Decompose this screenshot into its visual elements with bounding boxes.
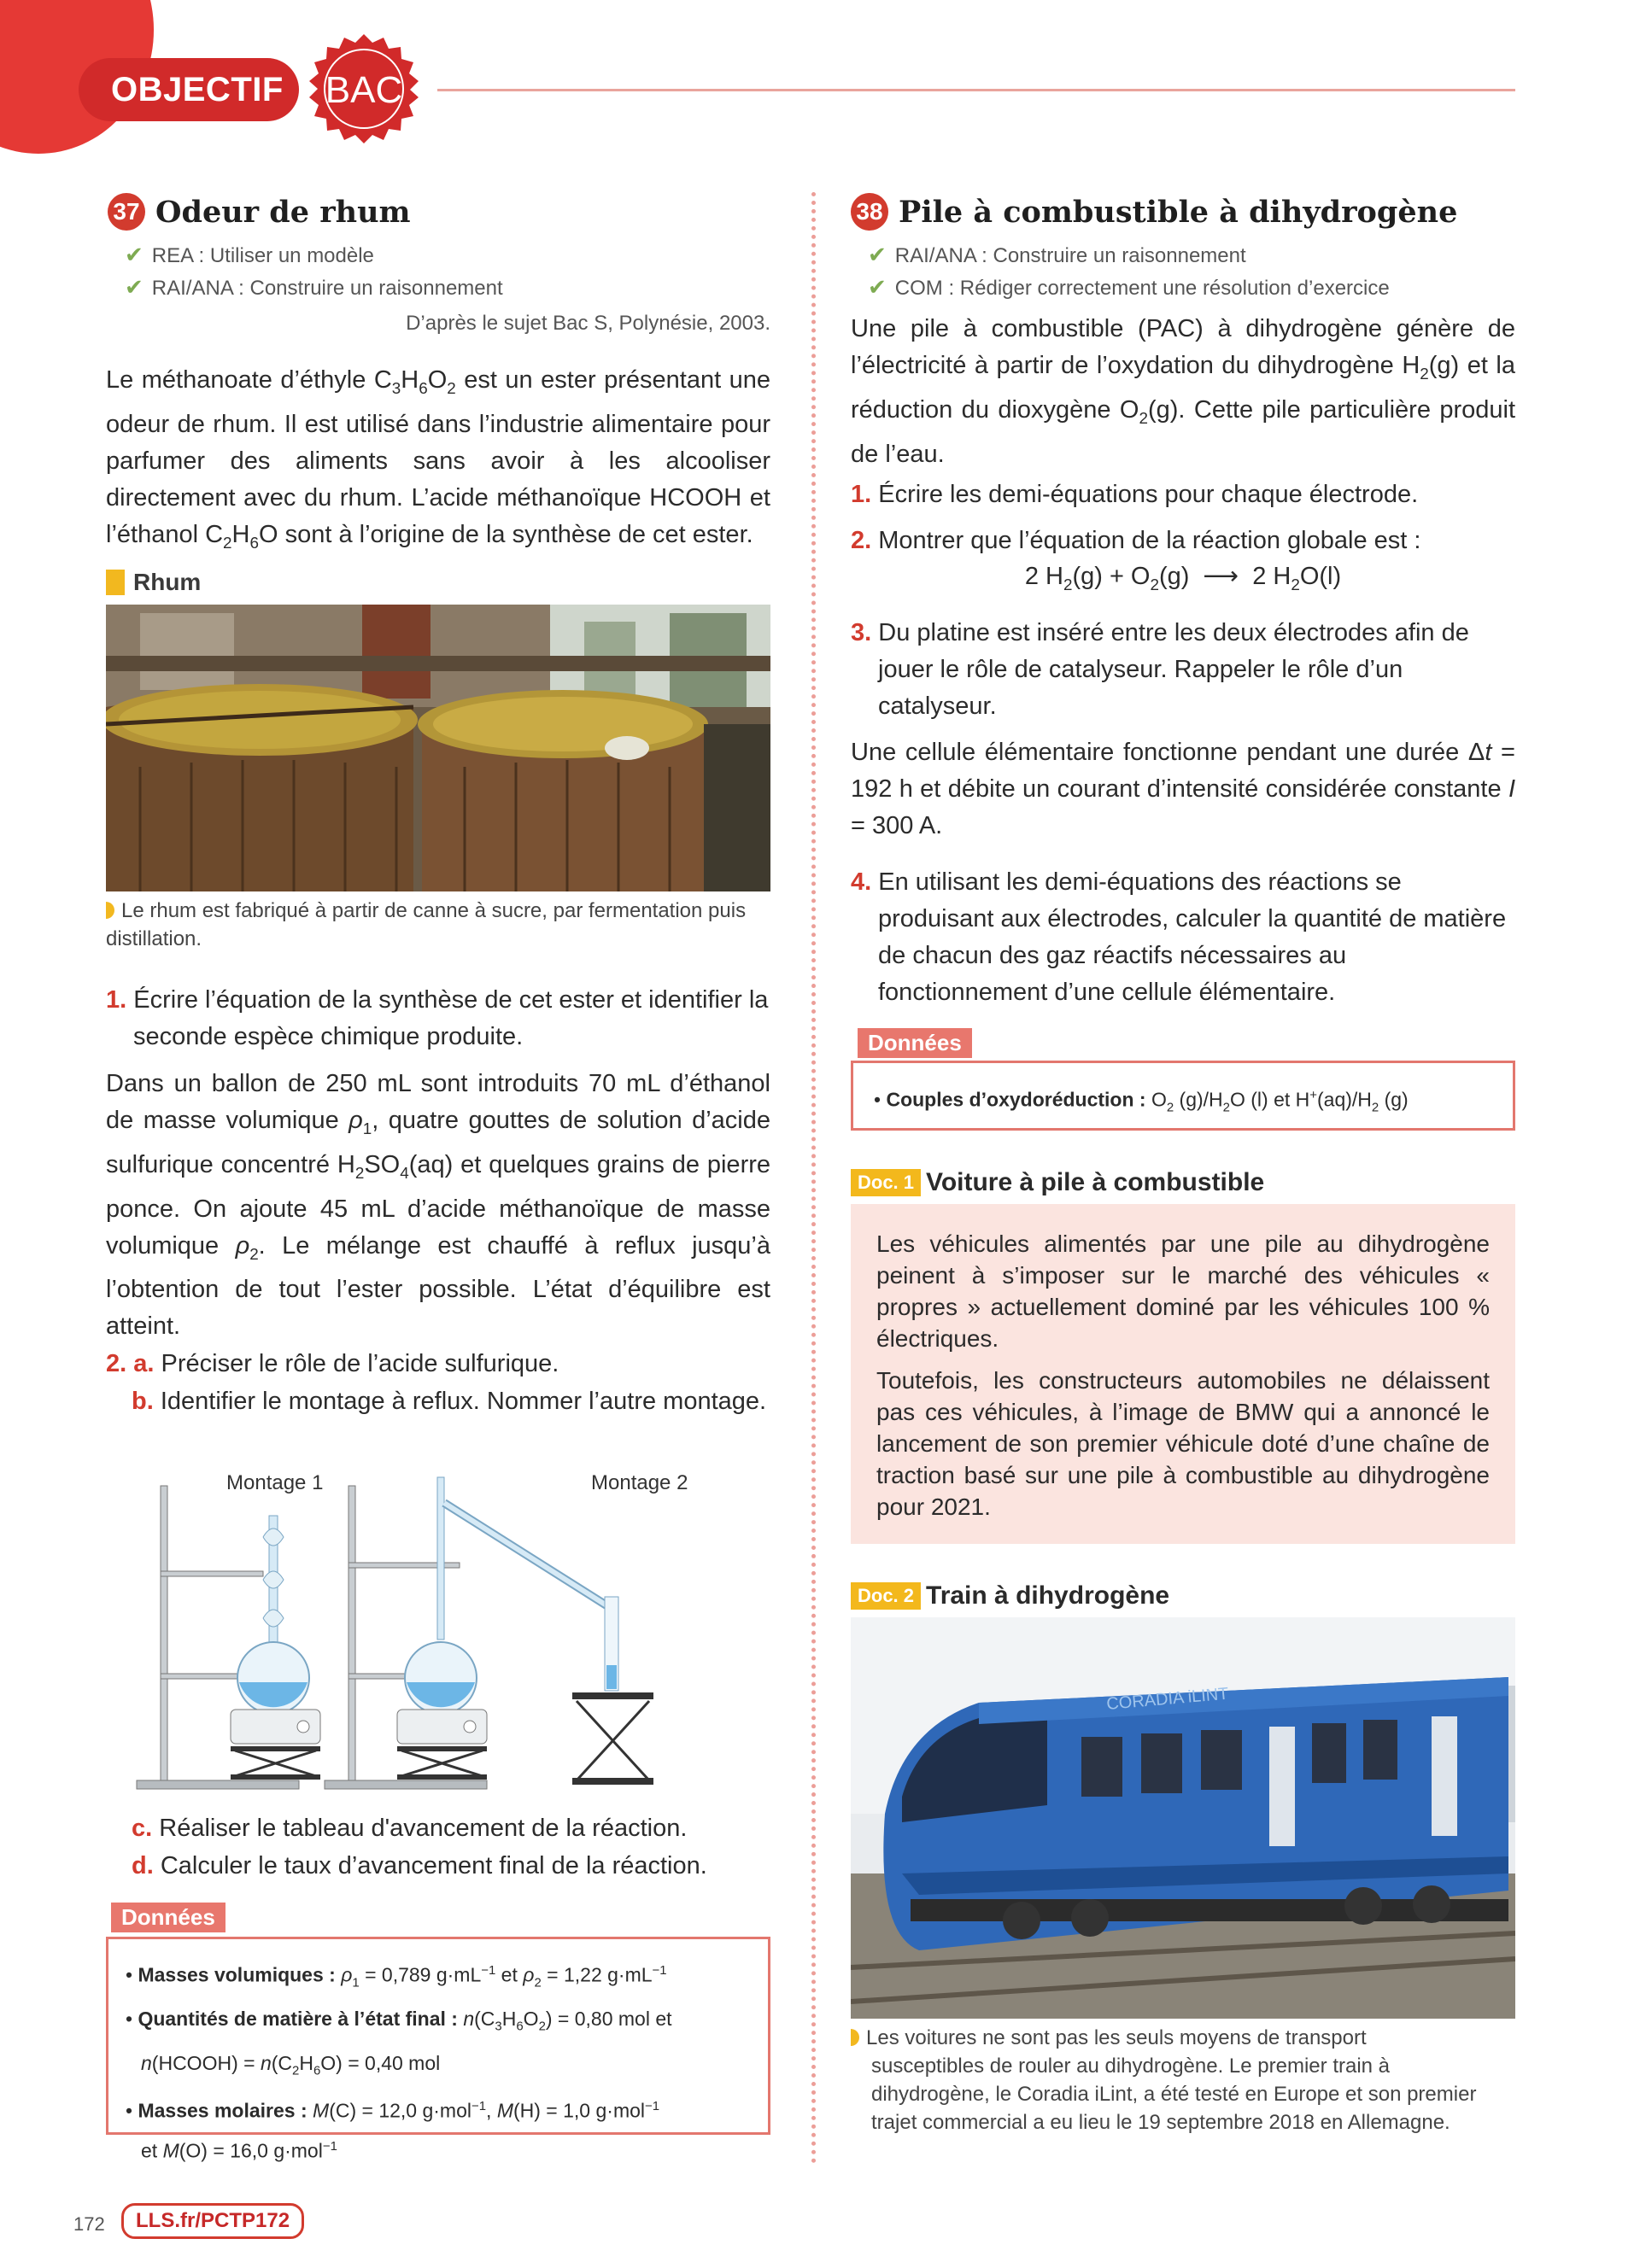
caption-marker bbox=[106, 902, 114, 919]
doc1-box bbox=[851, 1204, 1515, 1544]
intro-paragraph: Le méthanoate d’éthyle $C_3H_6O_2$ est un ester présentant une odeur de rhum. Il est utilisé dans l’industrie alimentaire pour parfumer des aliments sans avoir à les alcooliser directement avec du rhum. L’acide méthanoïque HCOOH et l’éthanol $C_2H_6O$ sont à l’origine de la synthèse de cet ester. bbox=[106, 366, 770, 552]
check-icon: ✔ bbox=[868, 242, 887, 267]
page-number: 172 bbox=[73, 2213, 105, 2235]
question-2d: d. Calculer le taux d’avancement final de la réaction. bbox=[132, 1852, 707, 1879]
skills-list bbox=[125, 239, 503, 304]
check-icon: ✔ bbox=[868, 274, 887, 300]
exercise-number: 38 bbox=[851, 193, 888, 231]
doc1-header bbox=[851, 1168, 1264, 1197]
exercise-title: Odeur de rhum bbox=[155, 194, 411, 230]
data-item: • Couples d’oxydoréduction : $O_2$ $(g)/H_2O$ (l) et $H^+(aq)/H_2$ (g) bbox=[874, 1088, 1409, 1115]
hydrogen-train-photo bbox=[851, 1617, 1515, 2019]
photo-caption: Le rhum est fabriqué à partir de canne à sucre, par fermentation puis distillation. bbox=[106, 899, 747, 950]
question-3: 3. Du platine est inséré entre les deux électrodes afin de jouer le rôle de catalyseur. Rappeler le rôle d’un catalyseur. bbox=[851, 619, 1469, 720]
data-item: • Quantités de matière à l’état final : $n(C_3H_6O_2) = 0,80$ mol et bbox=[126, 2008, 672, 2034]
bac-text: BAC bbox=[325, 69, 403, 111]
label-marker bbox=[106, 570, 125, 595]
train-caption: Les voitures ne sont pas les seuls moyens de transport susceptibles de rouler au dihydrogène. Le premier train à dihydrogène, le Coradia iLint, a été testé en Europe et son premier trajet commercial a eu lieu le 19 septembre 2018 en Allemagne. bbox=[851, 2024, 1483, 2136]
donnees-tab: Données bbox=[858, 1028, 972, 1058]
data-item: n(HCOOH) = $n(C_2H_6O) = 0,40$ mol bbox=[141, 2051, 441, 2078]
skill-item: ✔ RAI/ANA : Construire un raisonnement bbox=[125, 274, 503, 300]
cell-paragraph: Une cellule élémentaire fonctionne pendant une durée Δt = 192 h et débite un courant d’intensité considérée constante I = 300 A. bbox=[851, 739, 1515, 839]
caption-marker bbox=[851, 2029, 859, 2046]
doc1-paragraph-2: Toutefois, les constructeurs automobiles ne délaissent pas ces véhicules, à l’image de BMW qui a annoncé le lancement de son premier véhicule doté d’une chaîne de traction basé sur une pile à combustible au dihydrogène pour 2021. bbox=[876, 1367, 1490, 1520]
question-1: 1. Écrire les demi-équations pour chaque électrode. bbox=[851, 481, 1419, 508]
skill-item: ✔ COM : Rédiger correctement une résolution d’exercice bbox=[868, 274, 1390, 300]
exercise-37-header bbox=[108, 193, 411, 231]
header-rule bbox=[437, 89, 1515, 91]
check-icon: ✔ bbox=[125, 242, 144, 267]
protocol-paragraph: Dans un ballon de 250 mL sont introduits 70 mL d’éthanol de masse volumique $\rho_1$, quatre gouttes de solution d’acide sulfurique concentré $H_2SO_4(aq)$ et quelques grains de pierre ponce. On ajoute 45 mL d’acide méthanoïque de masse volumique $\rho_2$. Le mélange est chauffé à reflux jusqu’à l’obtention de tout l’ester possible. L’état d’équilibre est atteint. bbox=[106, 1070, 771, 1341]
question-4: 4. En utilisant les demi-équations des réactions se produisant aux électrodes, calculer la quantité de matière de chacun des gaz réactifs nécessaires au fonctionnement d’une cellule élémentaire. bbox=[851, 868, 1507, 1006]
global-equation: 2 $H_2(g) + O_2(g)$ ⟶ 2 $H_2O(l)$ bbox=[1024, 563, 1342, 593]
donnees-tab: Données bbox=[111, 1903, 226, 1932]
rum-barrels-photo bbox=[106, 605, 770, 891]
data-item: • Masses volumiques : $\rho_1 = 0,789$ $g\cdot mL^{-1}$ et $\rho_2 = 1,22$ $g\cdot mL^{-1}$ bbox=[126, 1963, 667, 1990]
doc2-tag: Doc. 2 bbox=[851, 1582, 921, 1610]
check-icon: ✔ bbox=[125, 274, 144, 300]
source-note: D’après le sujet Bac S, Polynésie, 2003. bbox=[406, 312, 770, 335]
doc2-header bbox=[851, 1581, 1169, 1610]
doc2-title: Train à dihydrogène bbox=[926, 1581, 1170, 1610]
doc1-paragraph-1: Les véhicules alimentés par une pile au dihydrogène peinent à s’imposer sur le marché des véhicules « propres » actuellement dominé par les véhicules 100 % électriques. bbox=[876, 1230, 1490, 1352]
montage-2-label: Montage 2 bbox=[591, 1471, 688, 1494]
question-2: 2. Montrer que l’équation de la réaction globale est : bbox=[851, 527, 1421, 554]
data-item: • Masses molaires : M(C) = 12,0 g·mol$^{-1}$, M(H) = 1,0 g·mol$^{-1}$ bbox=[126, 2099, 660, 2123]
data-item: et M(O) = 16,0 g·mol$^{-1}$ bbox=[141, 2139, 337, 2162]
photo-label: Rhum bbox=[106, 569, 201, 596]
bac-seal-icon bbox=[308, 32, 420, 145]
skill-item: ✔ RAI/ANA : Construire un raisonnement bbox=[868, 242, 1246, 267]
exercise-number: 37 bbox=[108, 193, 145, 231]
intro-paragraph: Une pile à combustible (PAC) à dihydrogène génère de l’électricité à partir de l’oxydation du dihydrogène $H_2(g)$ et la réduction du dioxygène $O_2(g)$. Cette pile particulière produit de l’eau. bbox=[851, 315, 1516, 468]
question-2a: 2. a. Préciser le rôle de l’acide sulfurique. bbox=[106, 1350, 559, 1377]
lls-link[interactable]: LLS.fr/PCTP172 bbox=[121, 2203, 304, 2239]
doc1-title: Voiture à pile à combustible bbox=[926, 1168, 1265, 1196]
donnees-box bbox=[106, 1937, 770, 2162]
donnees-box bbox=[851, 1061, 1515, 1131]
skills-list bbox=[868, 239, 1390, 304]
column-divider bbox=[811, 192, 816, 2165]
exercise-38-header bbox=[851, 193, 1457, 231]
montage-1-label: Montage 1 bbox=[226, 1471, 324, 1494]
exercise-title: Pile à combustible à dihydrogène bbox=[899, 194, 1458, 230]
objectif-badge: OBJECTIF bbox=[79, 58, 299, 121]
question-1: 1. Écrire l’équation de la synthèse de cet ester et identifier la seconde espèce chimique produite. bbox=[106, 986, 769, 1050]
skill-item: ✔ REA : Utiliser un modèle bbox=[125, 242, 374, 267]
question-2b: b. Identifier le montage à reflux. Nommer l’autre montage. bbox=[132, 1388, 767, 1415]
montage-diagrams bbox=[128, 1469, 726, 1793]
svg-text:CORADIA iLINT: CORADIA iLINT bbox=[1105, 1684, 1230, 1714]
doc1-tag: Doc. 1 bbox=[851, 1169, 921, 1196]
question-2c: c. Réaliser le tableau d'avancement de la réaction. bbox=[132, 1815, 688, 1842]
